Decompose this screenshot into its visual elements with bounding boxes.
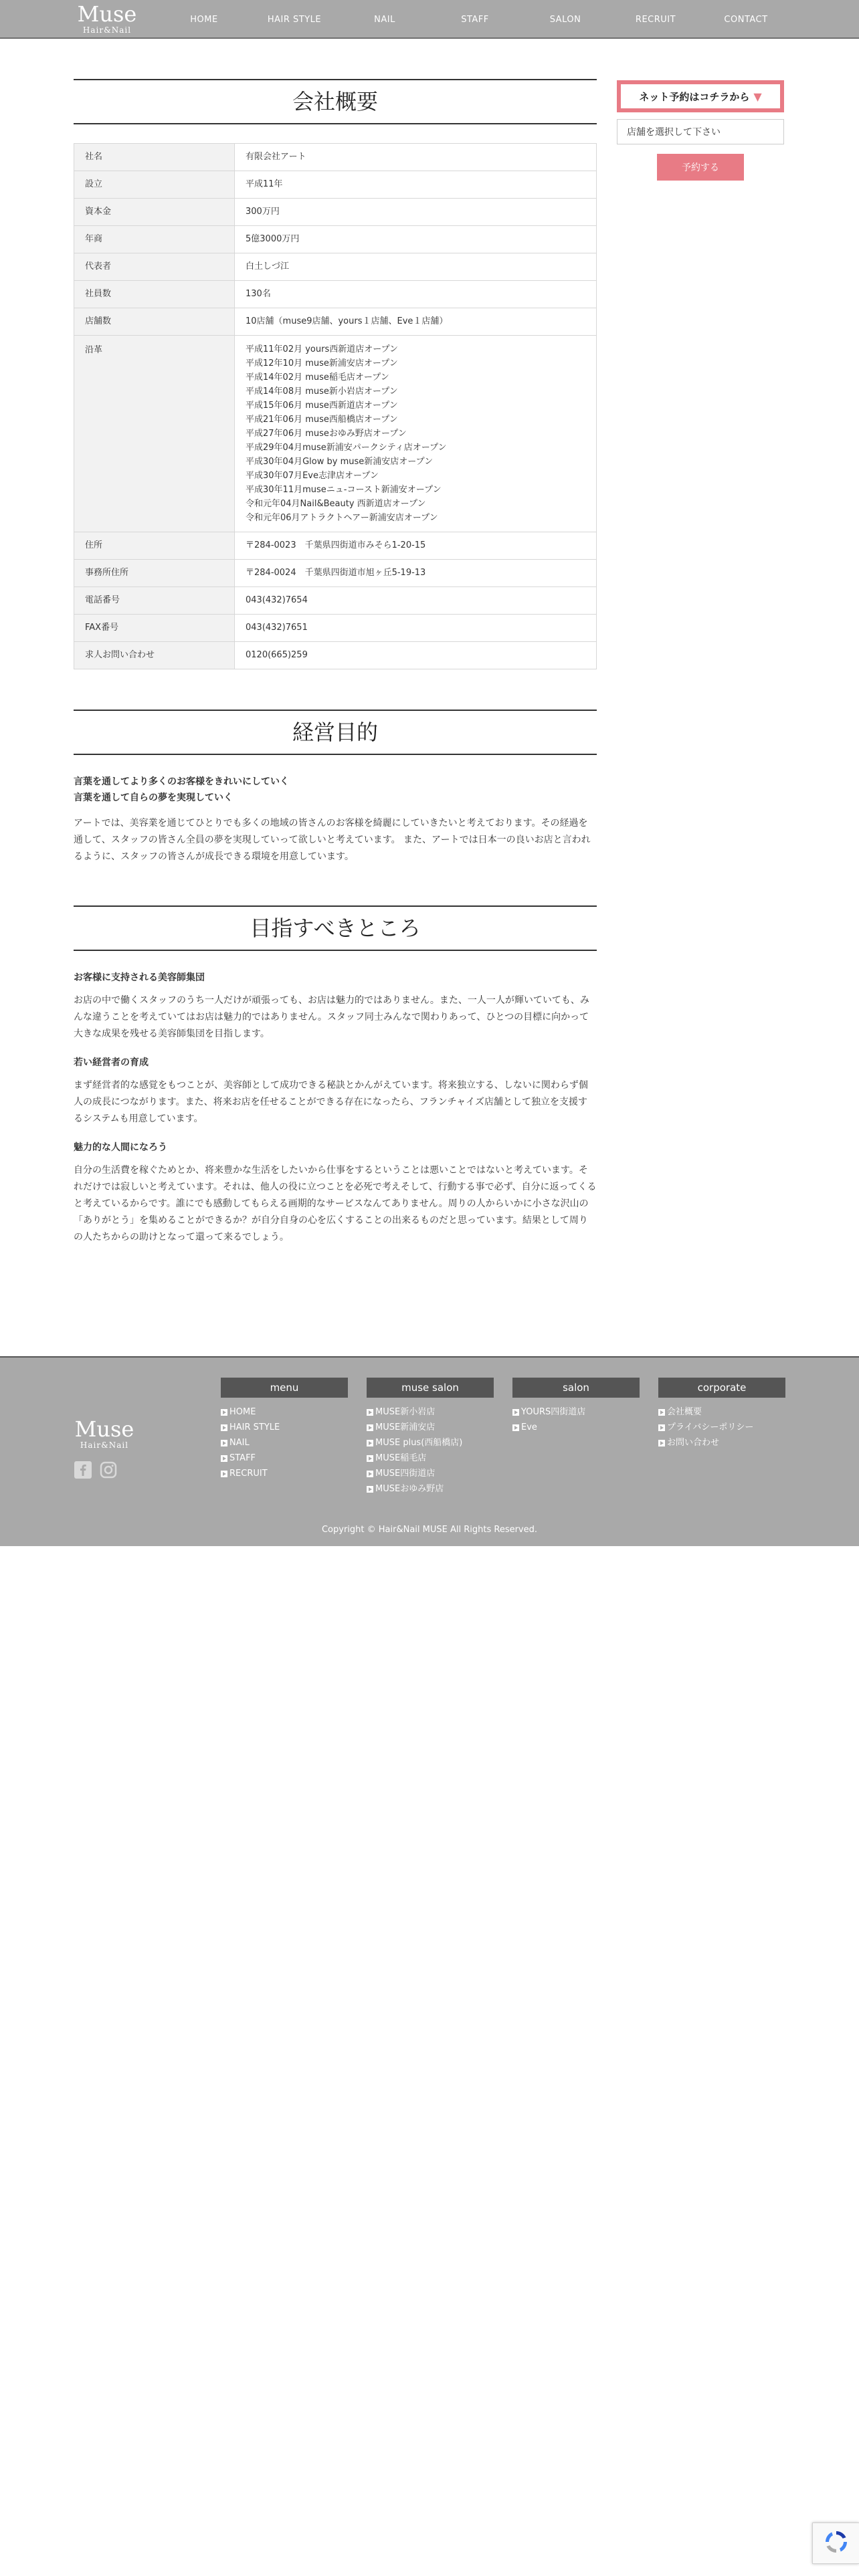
site-logo[interactable] xyxy=(74,3,140,35)
row-label: 住所 xyxy=(74,532,235,560)
table-row xyxy=(74,171,597,199)
history-item: 平成21年06月 muse西船橋店オープン xyxy=(246,415,398,425)
row-value: 有限会社アート xyxy=(235,144,597,171)
history-item: 平成15年06月 muse西新道店オープン xyxy=(246,401,398,411)
table-row xyxy=(74,253,597,281)
footer-link-label: HAIR STYLE xyxy=(229,1422,280,1432)
goal-heading: お客様に支持される美容師集団 xyxy=(74,972,205,983)
footer-link-label: RECRUIT xyxy=(229,1469,268,1479)
footer-link[interactable] xyxy=(367,1466,494,1481)
arrow-box-icon xyxy=(658,1440,665,1446)
table-row xyxy=(74,587,597,615)
footer-col-heading: muse salon xyxy=(367,1378,494,1398)
main-content xyxy=(74,79,597,1246)
footer-link-label: MUSE稲毛店 xyxy=(375,1453,427,1463)
history-list xyxy=(235,336,597,532)
arrow-box-icon xyxy=(512,1424,519,1431)
goal-heading: 若い経営者の育成 xyxy=(74,1057,149,1068)
nav-staff[interactable]: STAFF xyxy=(461,14,489,25)
goal-section xyxy=(74,905,597,1246)
goal-text: お店の中で働くスタッフのうち一人だけが頑張っても、お店は魅力的ではありません。また、一人一人が輝いていても、みんな違うことを考えていてはお店は魅力的ではありません。スタッフ同士みんなで関わりあって、ひとつの目標に向かって大きな成果を残せる美容師集団を目指します。 xyxy=(74,995,589,1039)
arrow-box-icon xyxy=(512,1409,519,1416)
row-value: 5億3000万円 xyxy=(235,226,597,253)
row-label: FAX番号 xyxy=(74,615,235,642)
purpose-lead-1: 言葉を通してより多くのお客様をきれいにしていく xyxy=(74,776,289,787)
table-row-history xyxy=(74,336,597,532)
arrow-box-icon xyxy=(221,1455,227,1462)
arrow-box-icon xyxy=(367,1409,373,1416)
history-item: 平成11年02月 yours西新道店オープン xyxy=(246,344,399,354)
footer-link-label: NAIL xyxy=(229,1438,250,1448)
logo-sub-text: Hair&Nail xyxy=(82,25,132,35)
copyright-text: Copyright © Hair&Nail MUSE All Rights Reserved. xyxy=(321,1525,538,1535)
footer-link[interactable] xyxy=(367,1451,494,1466)
reservation-sidebar xyxy=(617,80,784,181)
arrow-box-icon xyxy=(658,1424,665,1431)
footer-col-muse-salon xyxy=(367,1378,494,1497)
site-footer xyxy=(0,1356,859,1546)
footer-link-label: MUSE四街道店 xyxy=(375,1469,436,1479)
history-item: 平成14年02月 muse稲毛店オープン xyxy=(246,372,389,383)
history-item: 令和元年06月アトラクトヘアー新浦安店オープン xyxy=(246,513,438,523)
footer-link-label: 会社概要 xyxy=(667,1407,702,1417)
recaptcha-icon xyxy=(823,2529,850,2558)
footer-link[interactable] xyxy=(221,1420,348,1435)
nav-recruit[interactable]: RECRUIT xyxy=(635,14,676,25)
row-value: 130名 xyxy=(235,281,597,308)
footer-link[interactable] xyxy=(367,1435,494,1451)
table-row xyxy=(74,144,597,171)
reserve-button[interactable]: 予約する xyxy=(657,154,744,181)
global-nav xyxy=(167,0,783,39)
footer-link[interactable] xyxy=(658,1435,785,1451)
footer-link-label: MUSE新小岩店 xyxy=(375,1407,436,1417)
arrow-box-icon xyxy=(658,1409,665,1416)
table-row xyxy=(74,308,597,336)
net-reserve-label: ネット予約はコチラから xyxy=(639,90,750,103)
history-item: 平成12年10月 muse新浦安店オープン xyxy=(246,358,398,368)
net-reserve-banner[interactable] xyxy=(617,80,784,112)
footer-link-label: MUSEおゆみ野店 xyxy=(375,1484,444,1494)
row-label: 事務所住所 xyxy=(74,560,235,587)
logo-main-text: Muse xyxy=(77,1,137,27)
goal-heading: 魅力的な人間になろう xyxy=(74,1142,167,1153)
footer-col-heading: salon xyxy=(512,1378,640,1398)
row-value: 300万円 xyxy=(235,199,597,226)
company-info-table xyxy=(74,143,597,669)
footer-link[interactable] xyxy=(367,1420,494,1435)
footer-link[interactable] xyxy=(221,1451,348,1466)
arrow-box-icon xyxy=(367,1486,373,1493)
footer-link[interactable] xyxy=(658,1420,785,1435)
social-links xyxy=(74,1461,118,1479)
footer-link[interactable] xyxy=(367,1481,494,1497)
table-row xyxy=(74,199,597,226)
table-row xyxy=(74,560,597,587)
footer-link[interactable] xyxy=(367,1404,494,1420)
table-row xyxy=(74,226,597,253)
row-label: 社員数 xyxy=(74,281,235,308)
footer-logo-sub: Hair&Nail xyxy=(80,1440,129,1450)
row-value: 0120(665)259 xyxy=(235,642,597,669)
row-label: 社名 xyxy=(74,144,235,171)
history-item: 平成29年04月muse新浦安パークシティ店オープン xyxy=(246,443,447,453)
history-item: 平成30年07月Eve志津店オープン xyxy=(246,471,379,481)
salon-select-value: 店舗を選択して下さい xyxy=(627,127,721,138)
arrow-box-icon xyxy=(367,1471,373,1477)
arrow-box-icon xyxy=(367,1424,373,1431)
salon-select[interactable] xyxy=(617,119,784,144)
history-item: 平成30年11月museニュ-コースト新浦安オープン xyxy=(246,485,442,495)
arrow-box-icon xyxy=(367,1440,373,1446)
row-value: 〒284-0024 千葉県四街道市旭ヶ丘5-19-13 xyxy=(235,560,597,587)
table-row xyxy=(74,532,597,560)
nav-salon[interactable]: SALON xyxy=(549,14,581,25)
history-item: 平成14年08月 muse新小岩店オープン xyxy=(246,387,398,397)
footer-link[interactable] xyxy=(221,1435,348,1451)
goal-text: まず経営者的な感覚をもつことが、美容師として成功できる秘訣とかんがえています。将来独立する、しないに関わらず個人の成長につながります。また、将来お店を任せることができる存在になったら、フランチャイズ店舗として独立を支援するシステムも用意しています。 xyxy=(74,1080,588,1124)
nav-contact[interactable]: CONTACT xyxy=(724,14,768,25)
instagram-icon[interactable] xyxy=(99,1461,118,1479)
facebook-icon[interactable] xyxy=(74,1461,92,1479)
footer-link-label: HOME xyxy=(229,1407,256,1417)
footer-link-label: お問い合わせ xyxy=(667,1438,720,1448)
nav-home[interactable]: HOME xyxy=(190,14,218,25)
footer-link[interactable] xyxy=(512,1404,640,1420)
footer-link-label: プライバシーポリシー xyxy=(667,1422,754,1432)
footer-col-salon xyxy=(512,1378,640,1435)
row-label: 電話番号 xyxy=(74,587,235,615)
footer-col-corporate xyxy=(658,1378,785,1451)
row-label: 店舗数 xyxy=(74,308,235,336)
footer-link[interactable] xyxy=(512,1420,640,1435)
row-label: 年商 xyxy=(74,226,235,253)
arrow-box-icon xyxy=(221,1424,227,1431)
history-item: 平成30年04月Glow by muse新浦安店オープン xyxy=(246,457,434,467)
footer-col-heading: corporate xyxy=(658,1378,785,1398)
footer-link-label: STAFF xyxy=(229,1453,256,1463)
arrow-box-icon xyxy=(221,1409,227,1416)
footer-col-heading: menu xyxy=(221,1378,348,1398)
history-item: 令和元年04月Nail&Beauty 西新道店オープン xyxy=(246,499,426,509)
table-row xyxy=(74,615,597,642)
arrow-box-icon xyxy=(221,1471,227,1477)
row-value: 043(432)7654 xyxy=(235,587,597,615)
footer-link[interactable] xyxy=(221,1466,348,1481)
footer-logo[interactable] xyxy=(74,1418,135,1450)
site-header xyxy=(0,0,859,39)
row-value: 10店舗（muse9店舗、yours１店舗、Eve１店舗） xyxy=(235,308,597,336)
footer-link-label: MUSE新浦安店 xyxy=(375,1422,436,1432)
footer-link[interactable] xyxy=(658,1404,785,1420)
footer-link-label: Eve xyxy=(521,1422,537,1432)
row-value: 043(432)7651 xyxy=(235,615,597,642)
footer-col-menu xyxy=(221,1378,348,1481)
arrow-box-icon xyxy=(221,1440,227,1446)
footer-link-label: MUSE plus(西船橋店) xyxy=(375,1438,463,1448)
footer-logo-main: Muse xyxy=(74,1416,134,1442)
arrow-box-icon xyxy=(367,1455,373,1462)
table-row xyxy=(74,642,597,669)
purpose-lead-2: 言葉を通して自らの夢を実現していく xyxy=(74,792,233,803)
history-item: 平成27年06月 museおゆみ野店オープン xyxy=(246,429,407,439)
purpose-title: 経営目的 xyxy=(74,710,597,755)
goal-title: 目指すべきところ xyxy=(74,905,597,951)
table-row xyxy=(74,281,597,308)
row-value: 平成11年 xyxy=(235,171,597,199)
purpose-body: アートでは、美容業を通じてひとりでも多くの地域の皆さんのお客様を綺麗にしていきたいと考えております。その経過を通して、スタッフの皆さん全員の夢を実現していって欲しいと考えています。 また、アートでは日本一の良いお店と言われるように、スタッフの皆さんが成長できる環境を用意しています。 xyxy=(74,818,591,862)
recaptcha-badge[interactable] xyxy=(812,2523,859,2564)
company-title: 会社概要 xyxy=(74,79,597,124)
row-label: 沿革 xyxy=(74,336,235,532)
row-label: 求人お問い合わせ xyxy=(74,642,235,669)
footer-link-label: YOURS四街道店 xyxy=(521,1407,586,1417)
footer-link[interactable] xyxy=(221,1404,348,1420)
row-value: 白土しづ江 xyxy=(235,253,597,281)
purpose-section xyxy=(74,710,597,865)
row-value: 〒284-0023 千葉県四街道市みそら1-20-15 xyxy=(235,532,597,560)
row-label: 資本金 xyxy=(74,199,235,226)
row-label: 設立 xyxy=(74,171,235,199)
nav-nail[interactable]: NAIL xyxy=(374,14,395,25)
row-label: 代表者 xyxy=(74,253,235,281)
nav-hair-style[interactable]: HAIR STYLE xyxy=(267,14,322,25)
triangle-down-icon: ▼ xyxy=(753,90,762,103)
goal-text: 自分の生活費を稼ぐためとか、将来豊かな生活をしたいから仕事をするということは悪いことではないと考えています。それだけでは寂しいと考えています。それは、他人の役に立つことを必死で考えそして、行動する事で必ず、自分に返ってくると考えているからです。誰にでも感動してもらえる画期的なサービスなんてありません。周りの人からいかに小さな沢山の「ありがとう」を集めることができるか？が自分自身の心を広くすることの出来るものだと思っています。結果として周りの人たちからの助けとなって還って来るでしょう。 xyxy=(74,1165,597,1243)
